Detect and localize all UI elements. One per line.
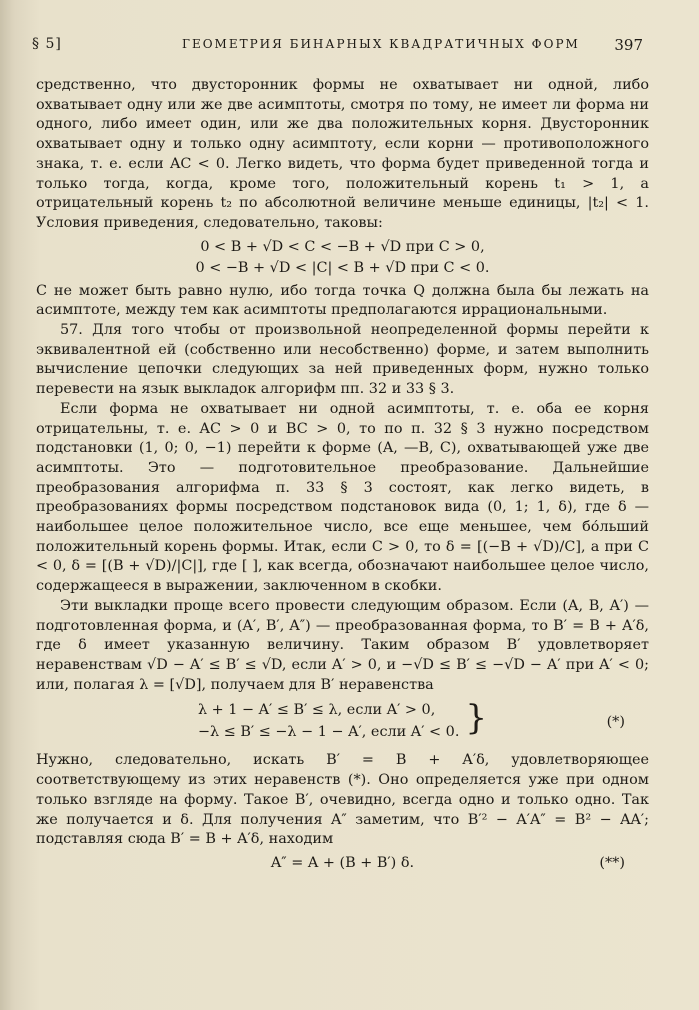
equation-number-double-star: (**)	[599, 854, 625, 871]
final-equation	[36, 854, 649, 874]
paragraph-6: Нужно, следовательно, искать B′ = B + A′δ, удовлетворяющее соответствующему из этих неравенств (*). Оно определяется уже при одном только взгляде на форму. Такое B′, очевидно, всегда одно и только одно. Так же получается и δ. Для получения A″ заметим, что B′² − A′A″ = B² − AA′; подставляя сюда B′ = B + A′δ, находим	[36, 752, 649, 848]
paragraph-4: Если форма не охватывает ни одной асимптоты, т. е. оба ее корня отрицательны, т. е. AC > 0 и BC > 0, то по п. 32 § 3 нужно посредством подстановки (1, 0; 0, −1) перейти к форме (A, —B, C), охватывающей уже две асимптоты. Это — подготовительное преобразование. Дальнейшие преобразования алгорифма п. 33 § 3 состоят, как легко видеть, в преобразованиях формы посредством подстановок вида (0, 1; 1, δ), где δ — наибольшее целое положительное число, все еще меньшее, чем бо́льший положительный корень формы. Итак, если C > 0, то δ = [(−B + √D)/C], а при C < 0, δ = [(B + √D)/|C|], где [ ], как всегда, обозначают наибольшее целое число, содержащееся в выражении, заключенном в скобки.	[36, 400, 649, 595]
page-number: 397	[614, 36, 643, 54]
system-line-1: λ + 1 − A′ ≤ B′ ≤ λ, если A′ > 0,	[197, 702, 436, 719]
final-equation-text: A″ = A + (B + B′) δ.	[270, 854, 415, 871]
page-body	[36, 76, 649, 874]
running-title: ГЕОМЕТРИЯ БИНАРНЫХ КВАДРАТИЧНЫХ ФОРМ	[182, 37, 580, 51]
right-brace: }	[465, 698, 488, 739]
inequality-system	[36, 699, 649, 743]
section-marker: § 5]	[32, 36, 62, 52]
system-line-2: −λ ≤ B′ ≤ −λ − 1 − A′, если A′ < 0.	[197, 724, 460, 741]
equation-number-star: (*)	[606, 714, 625, 731]
formula-line-2: 0 < −B + √D < |C| < B + √D при C < 0.	[195, 259, 490, 276]
page-header	[32, 36, 643, 56]
reduction-conditions	[36, 237, 649, 279]
paragraph-3: 57. Для того чтобы от произвольной неопределенной формы перейти к эквивалентной ей (собственно или несобственно) форме, и затем выполнить вычисление цепочки следующих за ней приведенных форм, нужно только перевести на язык выкладок алгорифм пп. 32 и 33 § 3.	[36, 322, 649, 398]
formula-line-1: 0 < B + √D < C < −B + √D при C > 0,	[200, 238, 485, 255]
paragraph-5: Эти выкладки проще всего провести следующим образом. Если (A, B, A′) — подготовленная форма, и (A′, B′, A″) — преобразованная форма, то B′ = B + A′δ, где δ имеет указанную величину. Таким образом B′ удовлетворяет неравенствам √D − A′ ≤ B′ ≤ √D, если A′ > 0, и −√D ≤ B′ ≤ −√D − A′ при A′ < 0; или, полагая λ = [√D], получаем для B′ неравенства	[36, 597, 649, 693]
paragraph-2: C не может быть равно нулю, ибо тогда точка Q должна была бы лежать на асимптоте, между тем как асимптоты предполагаются иррациональными.	[36, 282, 649, 319]
paragraph-1: средственно, что двусторонник формы не охватывает ни одной, либо охватывает одну или же две асимптоты, смотря по тому, не имеет ли форма ни одного, либо имеет один, или же два положительных корня. Двусторонник охватывает одну и только одну асимптоту, если корни — противоположного знака, т. е. если AC < 0. Легко видеть, что форма будет приведенной тогда и только тогда, когда, кроме того, положительный корень t₁ > 1, а отрицательный корень t₂ по абсолютной величине меньше единицы, |t₂| < 1. Условия приведения, следовательно, таковы:	[36, 77, 649, 231]
